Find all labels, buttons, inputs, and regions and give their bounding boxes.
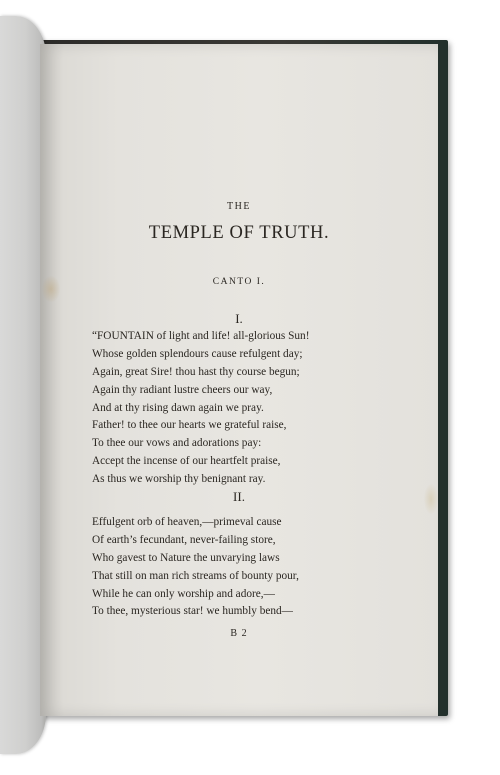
- verse-line: “FOUNTAIN of light and life! all-glorious Sun!: [92, 330, 310, 342]
- verse-line: While he can only worship and adore,—: [92, 587, 275, 600]
- verse-line: Of earth’s fecundant, never-failing store,: [92, 533, 276, 546]
- stanza-numeral: I.: [235, 311, 243, 326]
- verse-line: Again, great Sire! thou hast thy course begun;: [92, 365, 300, 378]
- verse-line: To thee, mysterious star! we humbly bend—: [92, 605, 293, 618]
- verse-line: To thee our vows and adorations pay:: [92, 437, 262, 450]
- verse-line: That still on man rich streams of bounty pour,: [92, 569, 299, 582]
- book-page: [40, 44, 438, 716]
- page-text: [40, 44, 438, 716]
- verse-line: And at thy rising dawn again we pray.: [92, 401, 264, 414]
- signature-mark: B 2: [230, 628, 248, 639]
- stanza-numeral: II.: [233, 489, 245, 504]
- stanza-2: [92, 514, 299, 621]
- verse-line: Who gavest to Nature the unvarying laws: [92, 551, 280, 564]
- verse-line: As thus we worship thy benignant ray.: [92, 473, 266, 486]
- verse-line: Whose golden splendours cause refulgent day;: [92, 347, 303, 360]
- title-article: THE: [227, 201, 251, 212]
- verse-line: Again thy radiant lustre cheers our way,: [92, 383, 273, 396]
- verse-line: Accept the incense of our heartfelt praise,: [92, 455, 281, 468]
- poem-title: TEMPLE OF TRUTH.: [148, 223, 330, 243]
- canto-heading: CANTO I.: [212, 277, 266, 287]
- verse-line: Effulgent orb of heaven,—primeval cause: [92, 516, 282, 528]
- stanza-1: [92, 328, 309, 489]
- verse-line: Father! to thee our hearts we grateful raise,: [92, 419, 287, 432]
